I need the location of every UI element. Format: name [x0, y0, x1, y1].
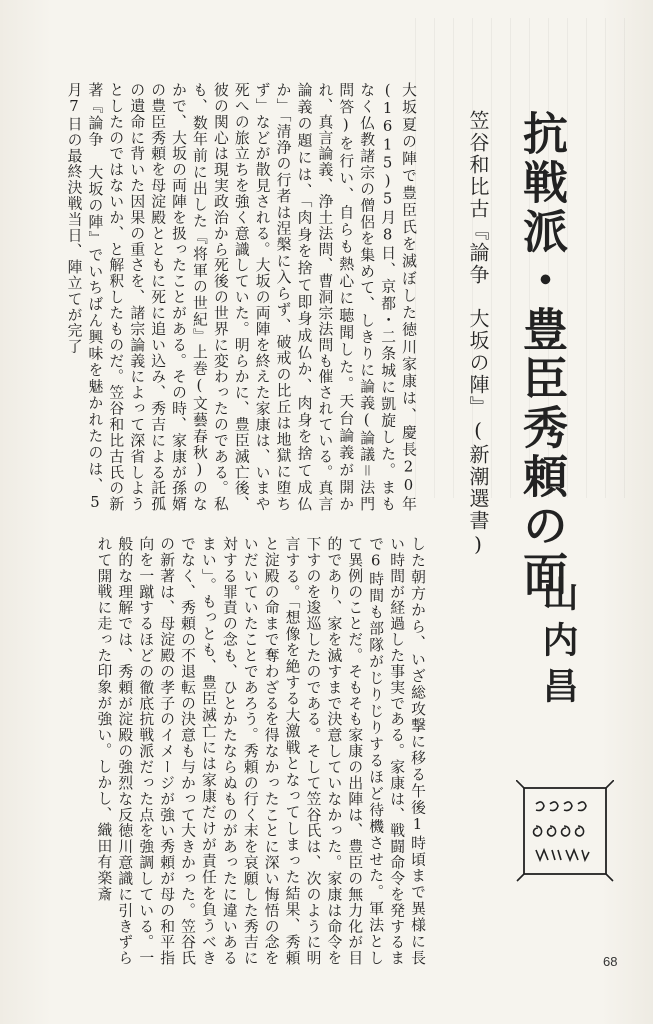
book-reference: 笠谷和比古『論争 大坂の陣』(新潮選書) — [466, 110, 490, 558]
author-name: 山内昌 — [537, 575, 579, 713]
body-text-lower: した朝方から、いざ総攻撃に移る午後1時頃まで異様に長い時間が経過した事実である。家康は、戦闘命令を発するまで6時間も部隊がじりじりするほど待機させた。軍法として異例のことだ。そもそも家康の出陣は、豊臣の無力化が目的であり、家を滅すまで決意していなかった。家康は命令を下すのを逡巡したのである。そして笠谷氏は、次のように明言する。「想像を絶する大激戦となってしまった結果、秀頼と淀殿の命まで奪わざるを得なかったことに深い悔悟の念をいだいていたことであろう。秀頼の行く末を哀願した秀吉に対する罪責の念も、ひとかたならぬものがあったに違いあるまい」。もっとも、豊臣滅亡には家康だけが責任を負うべきでなく、秀頼の不退転の決意も与かって大きかった。笠谷氏の新著は、母淀殿の孝子のイメージが強い秀頼が母の和平指向を一蹴するほどの徹底抗戦派だった点を強調している。一般的な理解では、秀頼が淀殿の強烈な反徳川意識に引きずられて開戦に走った印象が強い。しかし、織田有楽斎 — [95, 536, 426, 966]
handwritten-seal-icon — [516, 780, 614, 882]
article-title: 抗戦派・豊臣秀頼の面 — [515, 110, 568, 600]
body-text-upper: 大坂夏の陣で豊臣氏を滅ぼした徳川家康は、慶長20年(1615)5月8日、京都・二条城に凱旋した。まもなく仏教諸宗の僧侶を集めて、しきりに論義(論議＝法門問答)を行い、自らも熱心に聴聞した。天台論義が開かれ、真言論義、浄土法問、曹洞宗法問も催されている。真言論義の題には、「肉身を捨て即身成仏か、肉身を捨て成仏か」「清浄の行者は涅槃に入らず、破戒の比丘は地獄に堕ちず」などが散見される。大坂の両陣を終えた家康は、いまや死への旅立ちを強く意識していた。明らかに、豊臣滅亡後、彼の関心は現実政治から死後の世界に変わったのである。私も、数年前に出した『将軍の世紀』上巻(文藝春秋)のなかで、大坂の両陣を扱ったことがある。その時、家康が孫婿の豊臣秀頼を母淀殿とともに死に追い込み、秀吉による託孤の遺命に背いた因果の重さを、諸宗論義によって深省しようとしたのではないか、と解釈したものだ。笠谷和比古氏の新著『論争 大坂の陣』でいちばん興味を魅かれたのは、5月7日の最終決戦当日、陣立てが完了 — [65, 82, 417, 512]
page-number: 68 — [603, 954, 618, 969]
